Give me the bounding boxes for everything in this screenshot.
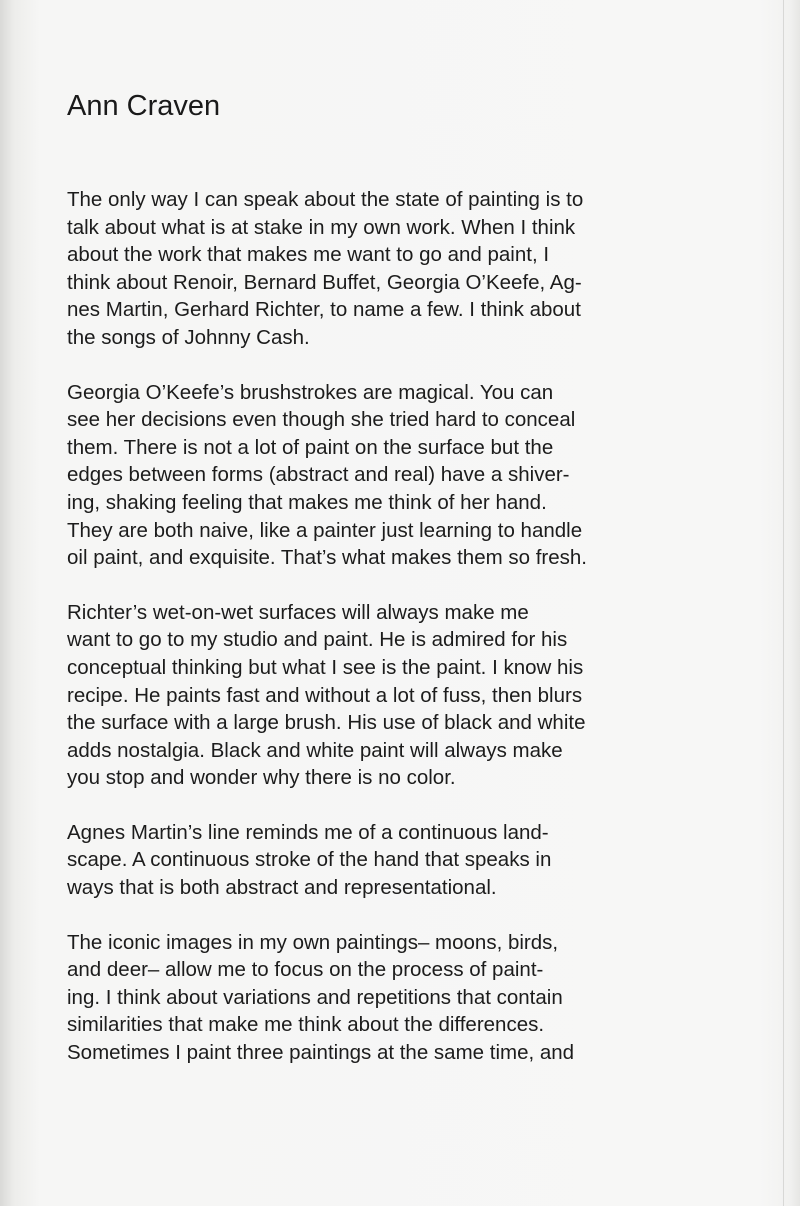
text-line: conceptual thinking but what I see is the paint. I know his bbox=[67, 655, 584, 679]
text-line: and deer– allow me to focus on the process of paint- bbox=[67, 958, 544, 982]
text-line: think about Renoir, Bernard Buffet, Georgia O’Keefe, Ag- bbox=[67, 270, 582, 294]
text-line: see her decisions even though she tried hard to conceal bbox=[67, 408, 576, 432]
page-edge-shadow bbox=[783, 0, 784, 1206]
paragraph bbox=[67, 599, 767, 792]
text-line: nes Martin, Gerhard Richter, to name a few. I think about bbox=[67, 298, 581, 322]
text-line: Sometimes I paint three paintings at the same time, and bbox=[67, 1041, 575, 1065]
text-line: Richter’s wet-on-wet surfaces will always make me bbox=[67, 600, 529, 624]
text-line: oil paint, and exquisite. That’s what makes them so fresh. bbox=[67, 546, 587, 570]
text-line: recipe. He paints fast and without a lot of fuss, then blurs bbox=[67, 683, 583, 707]
text-line: you stop and wonder why there is no color. bbox=[67, 766, 456, 790]
page-title: Ann Craven bbox=[67, 90, 221, 122]
text-line: the surface with a large brush. His use of black and white bbox=[67, 711, 586, 735]
text-line: ways that is both abstract and representational. bbox=[67, 876, 497, 900]
text-line: The only way I can speak about the state of painting is to bbox=[67, 188, 584, 211]
text-line: adds nostalgia. Black and white paint will always make bbox=[67, 738, 563, 762]
text-line: about the work that makes me want to go and paint, I bbox=[67, 243, 550, 267]
essay-body bbox=[67, 186, 767, 1094]
paragraph bbox=[67, 929, 767, 1067]
text-line: They are both naive, like a painter just learning to handle bbox=[67, 518, 583, 542]
paragraph bbox=[67, 186, 767, 352]
text-line: The iconic images in my own paintings– moons, birds, bbox=[67, 930, 559, 954]
paragraph bbox=[67, 379, 767, 572]
text-line: Agnes Martin’s line reminds me of a continuous land- bbox=[67, 820, 549, 844]
text-line: want to go to my studio and paint. He is admired for his bbox=[67, 628, 568, 652]
text-line: talk about what is at stake in my own work. When I think bbox=[67, 215, 576, 239]
text-line: ing, shaking feeling that makes me think of her hand. bbox=[67, 490, 547, 514]
text-line: edges between forms (abstract and real) have a shiver- bbox=[67, 463, 570, 487]
text-line: Georgia O’Keefe’s brushstrokes are magical. You can bbox=[67, 380, 554, 404]
paragraph bbox=[67, 819, 767, 902]
text-line: similarities that make me think about the differences. bbox=[67, 1013, 545, 1037]
text-line: the songs of Johnny Cash. bbox=[67, 325, 310, 349]
text-line: scape. A continuous stroke of the hand that speaks in bbox=[67, 848, 552, 872]
text-line: them. There is not a lot of paint on the surface but the bbox=[67, 435, 554, 459]
text-line: ing. I think about variations and repetitions that contain bbox=[67, 985, 563, 1009]
